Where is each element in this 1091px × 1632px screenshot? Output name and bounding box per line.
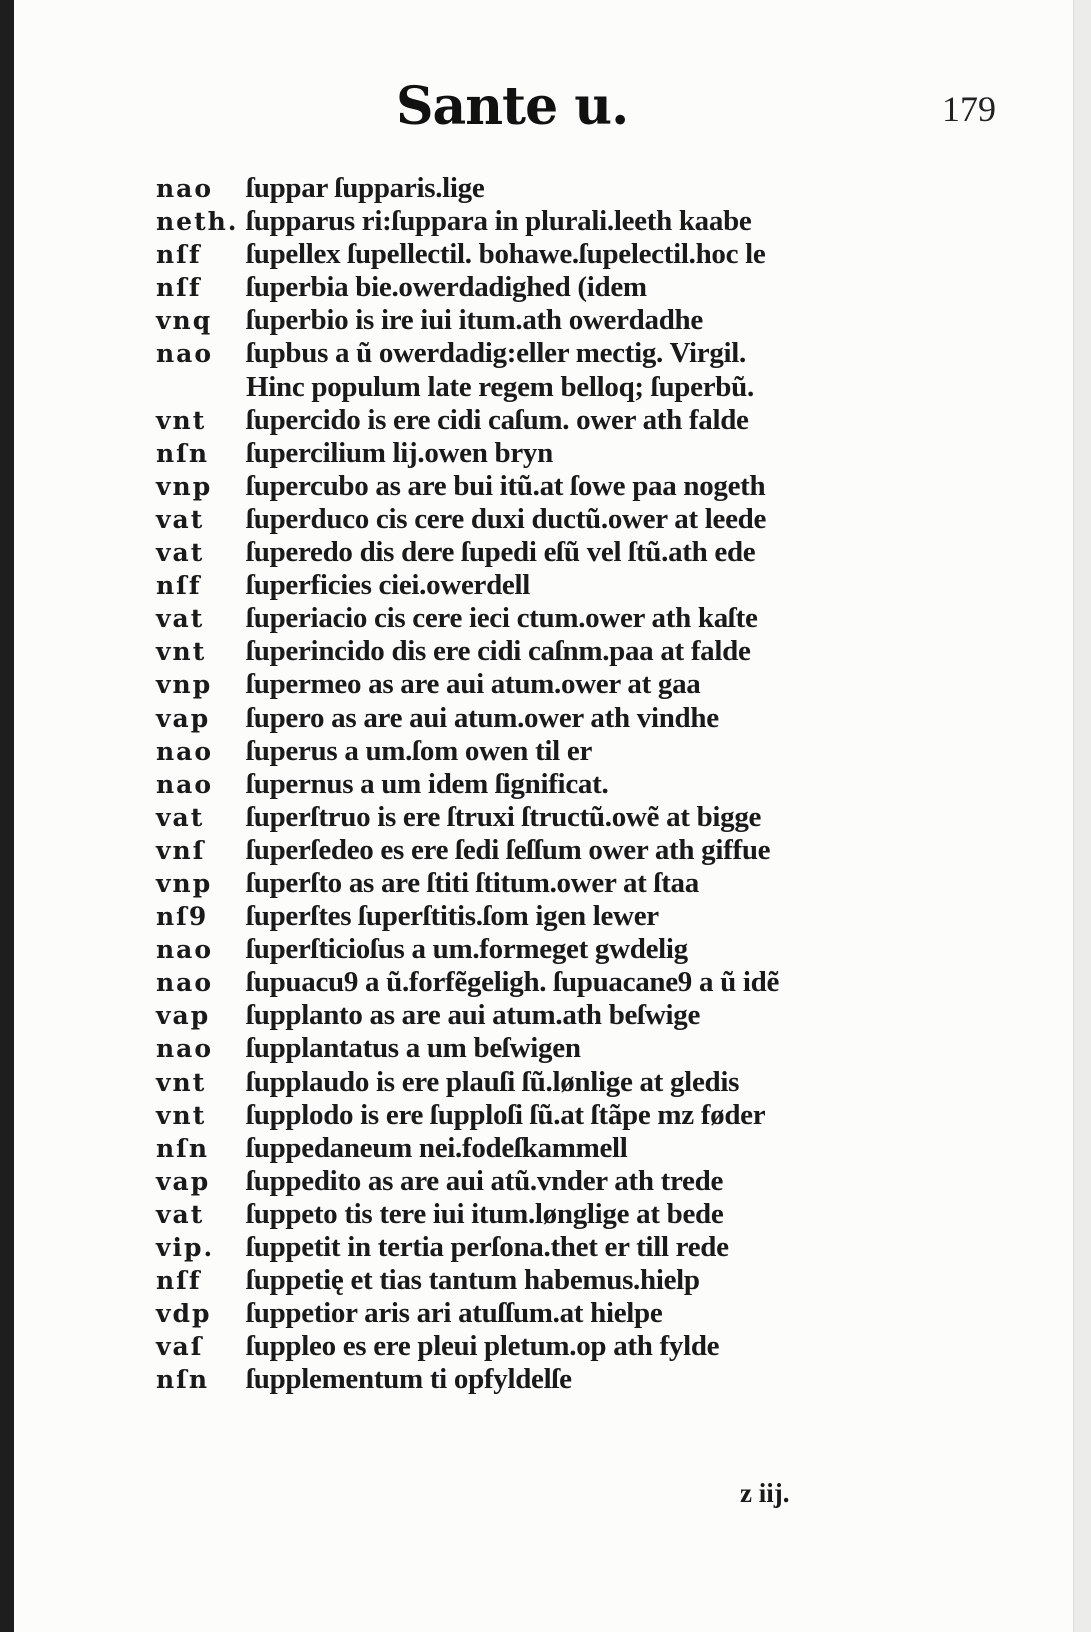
grammar-code: vdp [156,1299,212,1329]
entry-text: ſuperduco cis cere duxi ductũ.ower at leede [246,502,767,535]
grammar-code: nſn [156,438,210,468]
dictionary-entry [156,271,1056,304]
entry-text: ſuperiacio cis cere ieci ctum.ower ath kaſte [246,602,758,635]
dictionary-entry [156,1264,1056,1297]
dictionary-entry [156,1032,1056,1065]
dictionary-entry [156,735,1056,768]
dictionary-entry [156,470,1056,503]
entry-text: ſuppetit in tertia perſona.thet er till rede [246,1231,729,1263]
dictionary-entry [156,1330,1056,1363]
grammar-code: vnt [156,637,207,667]
entry-text: ſuppetior aris ari atuſſum.at hielpe [246,1297,663,1330]
dictionary-entry [156,867,1056,900]
dictionary-entry [156,635,1056,668]
dictionary-entry [156,668,1056,701]
grammar-code: vnp [156,868,213,898]
grammar-code: nſf [156,240,202,270]
grammar-code: vat [156,504,205,534]
entry-text: ſuperincido dis ere cidi caſnm.paa at falde [246,635,751,668]
scan-left-band [0,0,14,1632]
entry-text: ſuperbia bie.owerdadighed (idem [246,271,647,304]
grammar-code: nao [156,769,214,799]
entry-text: ſuperedo dis dere ſupedi eſũ vel ſtũ.ath ede [246,536,756,569]
dictionary-entry [156,172,1056,205]
entry-text: ſupplementum ti opfyldelſe [246,1363,572,1396]
grammar-code: vnp [156,670,213,700]
entry-text: ſuppeto tis tere iui itum.lønglige at bede [246,1197,724,1230]
dictionary-entry [156,404,1056,437]
dictionary-entry [156,602,1056,635]
dictionary-entry [156,768,1056,801]
dictionary-entry [156,371,1056,404]
dictionary-entry [156,1198,1056,1231]
entry-text: ſuperſticioſus a um.formeget gwdelig [246,933,688,966]
grammar-code: vat [156,538,205,568]
entry-text: ſuperficies ciei.owerdell [246,569,531,602]
entry-text: ſupbus a ũ owerdadig:eller mectig. Virgil. [246,337,746,370]
running-head: Sante u. [396,76,629,137]
dictionary-entry [156,337,1056,370]
grammar-code: vap [156,1001,211,1031]
dictionary-entry [156,966,1056,999]
entry-text: ſupplodo is ere ſupploſi ſũ.at ſtãpe mz føder [246,1098,766,1131]
dictionary-entry [156,999,1056,1032]
grammar-code: vip. [156,1233,215,1262]
dictionary-entry [156,1132,1056,1165]
page-number: 179 [942,89,996,129]
grammar-code: vaſ [156,1332,204,1362]
grammar-code: nao [156,1034,214,1064]
dictionary-entry [156,834,1056,867]
entry-text: ſupermeo as are aui atum.ower at gaa [246,668,701,701]
grammar-code: vnp [156,471,213,501]
grammar-code: nſf [156,571,202,601]
entry-text: ſupplanto as are aui atum.ath beſwige [246,999,701,1032]
dictionary-entry [156,1165,1056,1198]
dictionary-entry [156,1066,1056,1099]
entry-text: ſupernus a um idem ſignificat. [246,767,609,800]
grammar-code: vnt [156,405,207,435]
entry-text: ſuperſtruo is ere ſtruxi ſtructũ.owẽ at bigge [246,800,762,833]
signature-mark: z iij. [740,1478,790,1508]
grammar-code: vnt [156,1100,207,1130]
dictionary-entry [156,900,1056,933]
entry-text: ſupellex ſupellectil. bohawe.ſupelectil.hoc le [246,238,766,271]
dictionary-entry [156,801,1056,834]
entry-text: ſupparus ri:ſuppara in plurali.leeth kaabe [246,205,752,238]
entry-text: ſupercubo as are bui itũ.at ſowe paa nogeth [246,469,766,502]
grammar-code: nſf [156,273,202,303]
entry-text: ſupercilium lij.owen bryn [246,436,553,469]
dictionary-entry [156,536,1056,569]
grammar-code: vnq [156,306,213,336]
entry-text: ſupero as are aui atum.ower ath vindhe [246,701,719,734]
entry-text: ſupplantatus a um beſwigen [246,1032,581,1065]
dictionary-entry [156,1099,1056,1132]
entry-text: ſuppar ſupparis.lige [246,172,485,204]
grammar-code: nao [156,968,214,998]
dictionary-entry [156,1231,1056,1264]
entry-text: ſuperus a um.ſom owen til er [246,734,593,767]
grammar-code: vat [156,1199,205,1229]
dictionary-entries [156,172,1056,1396]
dictionary-entry [156,437,1056,470]
grammar-code: nao [156,736,214,766]
grammar-code: nſn [156,1365,210,1395]
grammar-code: nao [156,174,214,203]
entry-text: Hinc populum late regem belloq; ſuperbũ. [246,370,754,403]
entry-text: ſupercido is ere cidi caſum. ower ath falde [246,403,749,436]
grammar-code: nao [156,935,214,965]
dictionary-entry [156,304,1056,337]
dictionary-entry [156,702,1056,735]
grammar-code: vat [156,604,205,634]
grammar-code: vnt [156,1067,207,1097]
entry-text: ſuperbio is ire iui itum.ath owerdadhe [246,304,703,337]
entry-text: ſuppedito as are aui atũ.vnder ath trede [246,1164,724,1197]
grammar-code: vat [156,802,205,832]
scan-right-edge [1073,0,1091,1632]
entry-text: ſuppleo es ere pleui pletum.op ath fylde [246,1330,720,1363]
entry-text: ſuperſedeo es ere ſedi ſeſſum ower ath giffue [246,833,771,866]
grammar-code: nſn [156,1133,210,1163]
entry-text: ſuperſto as are ſtiti ſtitum.ower at ſtaa [246,866,699,899]
grammar-code: nſ9 [156,902,209,932]
entry-text: ſuppetię et tias tantum habemus.hielp [246,1264,700,1297]
grammar-code: vap [156,1166,211,1196]
dictionary-entry [156,1363,1056,1396]
grammar-code: nao [156,339,214,369]
grammar-code: vnſ [156,835,206,865]
grammar-code: neth. [156,207,239,237]
grammar-code: nſf [156,1266,202,1296]
dictionary-entry [156,1297,1056,1330]
entry-text: ſupplaudo is ere plauſi ſũ.lønlige at gledis [246,1065,740,1098]
dictionary-entry [156,569,1056,602]
dictionary-entry [156,933,1056,966]
dictionary-entry [156,205,1056,238]
grammar-code: vap [156,703,211,733]
entry-text: ſupuacu9 a ũ.forfẽgeligh. ſupuacane9 a ũ idẽ [246,966,780,999]
entry-text: ſuperſtes ſuperſtitis.ſom igen lewer [246,900,659,933]
entry-text: ſuppedaneum nei.fodeſkammell [246,1131,628,1164]
dictionary-entry [156,503,1056,536]
dictionary-entry [156,238,1056,271]
